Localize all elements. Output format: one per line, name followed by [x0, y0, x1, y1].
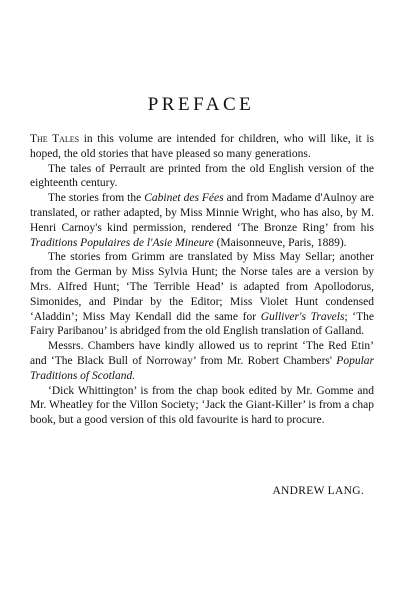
text-span: The stories from the: [48, 192, 145, 205]
paragraph-chambers: [30, 339, 374, 383]
lead-small-caps: The Tales: [30, 133, 80, 145]
text-span: The stories from Grimm are translated by Miss May Sellar; another from the German by Miss Sylvia Hunt; the Norse tales are a version by Mrs. Alfred Hunt; ‘The Terrible Head’ is adapted from Apollodorus, Simonides, and Pindar by the Editor; Miss Violet Hunt condensed ‘Aladdin’; Miss May Kendall did the same for: [30, 251, 374, 323]
paragraph-perrault: The tales of Perrault are printed from the old English version of the eighteenth century.: [30, 162, 374, 190]
preface-body: [30, 132, 374, 428]
text-span: and from Madame d'Aulnoy are translated, or rather adapted, by Miss Minnie Wright, who has also, by M. Henri Carnoy's kind permission, rendered ‘The Bronze Ring’ from his: [30, 192, 375, 234]
italic-title: Popular Traditions of Scotland.: [30, 354, 374, 382]
author-signature: ANDREW LANG.: [272, 485, 364, 497]
text-span: (Maisonneuve, Paris, 1889).: [213, 236, 347, 249]
text-span: ; ‘The Fairy Paribanou’ is abridged from the old English translation of Galland.: [30, 310, 375, 338]
text-span: Messrs. Chambers have kindly allowed us to reprint ‘The Red Etin’ and ‘The Black Bull of Norroway’ from Mr. Robert Chambers': [30, 340, 374, 367]
italic-title: Cabinet des Fées: [144, 192, 224, 205]
page-title: PREFACE: [147, 94, 255, 115]
paragraph-cabinet: [30, 191, 374, 250]
paragraph-intro: [30, 132, 374, 162]
italic-title: Traditions Populaires de l'Asie Mineure: [30, 236, 214, 249]
paragraph-intro-text: in this volume are intended for children, who will like, it is hoped, the old stories that have pleased so many generations.: [30, 133, 374, 160]
paragraph-grimm: [30, 250, 374, 339]
paragraph-whittington: ‘Dick Whittington’ is from the chap book edited by Mr. Gomme and Mr. Wheatley for the Villon Society; ‘Jack the Giant-Killer’ is from a chap book, but a good version of this old favourite is hard to procure.: [30, 384, 374, 427]
italic-title: Gulliver's Travels: [260, 310, 345, 323]
